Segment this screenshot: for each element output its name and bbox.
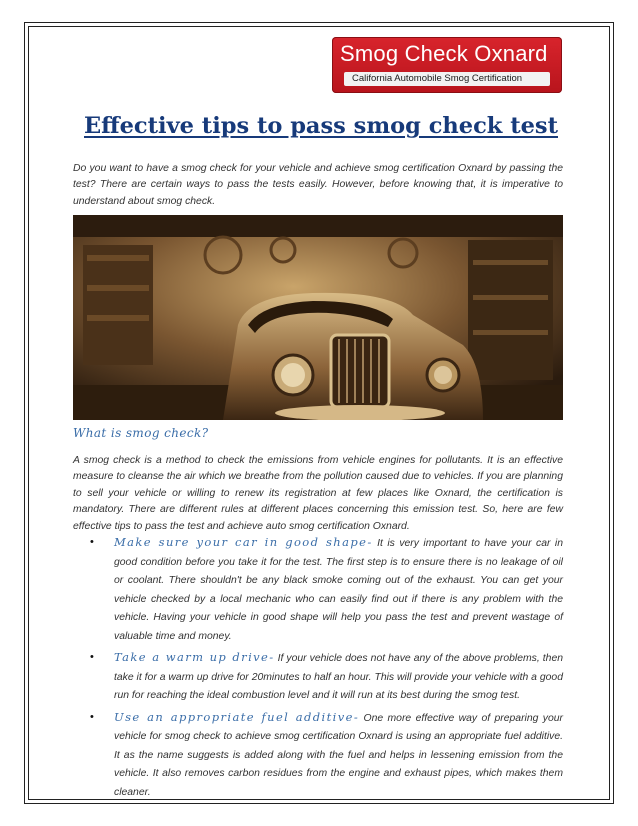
definition-paragraph: A smog check is a method to check the emissions from vehicle engines for pollutants. It is an effective measure to cleanse the air which we breathe from the pollution caused due to vehicles. If you are planning to sell your vehicle or willing to renew its registration at few places like Oxnard, the certification is mandatory. There are different rules at different places concerning this emission test. So, here are few effective tips to pass the test and achieve auto smog certification Oxnard.: [73, 455, 563, 532]
vintage-car-garage-photo: [73, 215, 563, 420]
bullet-icon: •: [90, 710, 94, 723]
list-item: [89, 648, 563, 706]
page-title: Effective tips to pass smog check test: [84, 113, 558, 139]
list-item: [89, 533, 563, 646]
tip-lead: Use an appropriate fuel additive-: [114, 709, 360, 724]
tip-lead: Make sure your car in good shape-: [114, 535, 373, 549]
list-item: [89, 708, 563, 803]
bullet-icon: •: [90, 651, 94, 663]
tip-text: One more effective way of preparing your vehicle for smog check to achieve smog certification Oxnard is using an appropriate fuel additive. It as the name suggests is added along with the fuel and helps in lessening emission from the vehicle. It also removes carbon residues from the engine and exhaust pipes, which makes them cleaner.: [114, 712, 563, 798]
tips-list: [89, 533, 563, 804]
smog-check-oxnard-logo: [332, 37, 562, 93]
tip-text: If your vehicle does not have any of the above problems, then take it for a warm up drive for 20minutes to half an hour. This will provide your vehicle with a good run for reaching the ideal combustion level and it will run at its best during the smog test.: [114, 653, 564, 701]
bullet-icon: •: [90, 536, 94, 548]
logo-subtitle-bar: [344, 72, 550, 86]
logo-subtitle: California Automobile Smog Certification: [352, 73, 523, 84]
tip-text: It is very important to have your car in good condition before you take it for the test. The first step is to ensure there is no leakage of oil or coolant. There shouldn't be any black smoke coming out of the exhaust. You can get your vehicle checked by a local mechanic who can easily find out if there is any problem with the vehicle. Having your vehicle in good shape will help you pass the test and prevent wastage of valuable time and money.: [114, 538, 564, 642]
section-heading: What is smog check?: [73, 426, 209, 440]
logo-title: Smog Check Oxnard: [340, 41, 548, 66]
tip-lead: Take a warm up drive-: [114, 650, 275, 664]
intro-paragraph: Do you want to have a smog check for your vehicle and achieve smog certification Oxnard by passing the test? There are certain ways to pass the tests easily. However, before knowing that, it is imperative to understand about smog check.: [73, 163, 563, 207]
